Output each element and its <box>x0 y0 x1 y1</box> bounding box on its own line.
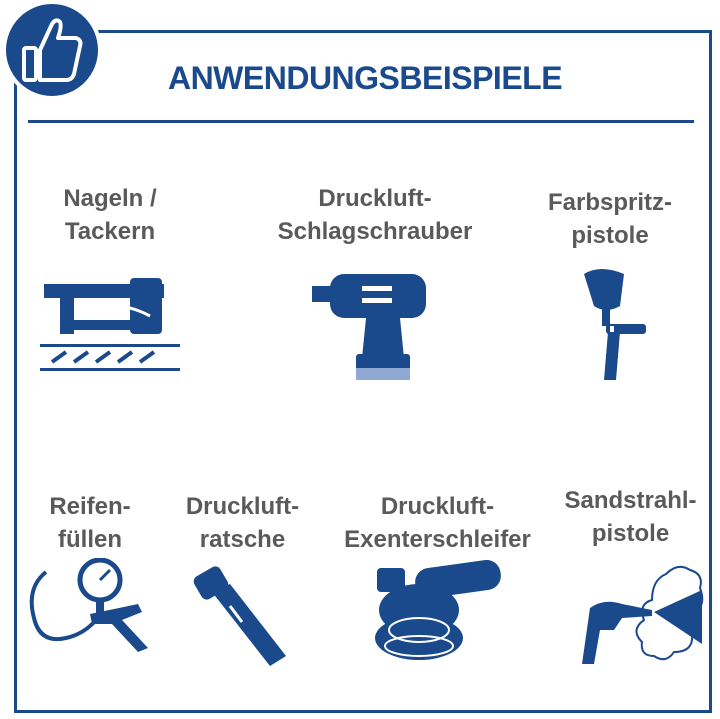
thumbs-up-badge <box>2 0 102 100</box>
label-ratsche <box>170 490 315 556</box>
label-line: pistole <box>571 222 649 249</box>
label-reifenfuellen <box>25 490 155 556</box>
nail-gun-icon <box>40 276 185 376</box>
label-nageln <box>30 182 190 248</box>
ratchet-icon <box>190 566 295 671</box>
title-divider <box>28 120 694 123</box>
page-title: ANWENDUNGSBEISPIELE <box>167 60 563 96</box>
label-line: Sandstrahl- <box>564 487 697 514</box>
label-line: Druckluft- <box>185 493 300 520</box>
orbital-sander-icon <box>375 560 505 672</box>
sandblast-gun-icon <box>570 560 705 668</box>
spray-gun-icon <box>580 264 655 382</box>
label-line: Exenterschleifer <box>344 526 531 553</box>
label-line: Druckluft- <box>380 493 495 520</box>
label-exenterschleifer <box>330 490 545 556</box>
label-line: Schlagschrauber <box>277 218 473 245</box>
label-schlagschrauber <box>255 182 495 248</box>
label-line: füllen <box>58 526 122 553</box>
label-line: Tackern <box>64 218 156 245</box>
label-farbspritzpistole <box>520 186 700 252</box>
label-line: Reifen- <box>49 493 131 520</box>
label-line: ratsche <box>199 526 286 553</box>
impact-wrench-icon <box>312 268 432 383</box>
label-line: Farbspritz- <box>547 189 672 216</box>
thumbs-up-icon <box>20 14 84 86</box>
label-line: Nageln / <box>63 185 157 212</box>
label-sandstrahlpistole <box>548 484 713 550</box>
label-line: pistole <box>591 520 670 547</box>
tire-inflator-icon <box>26 558 156 658</box>
label-line: Druckluft- <box>318 185 432 212</box>
